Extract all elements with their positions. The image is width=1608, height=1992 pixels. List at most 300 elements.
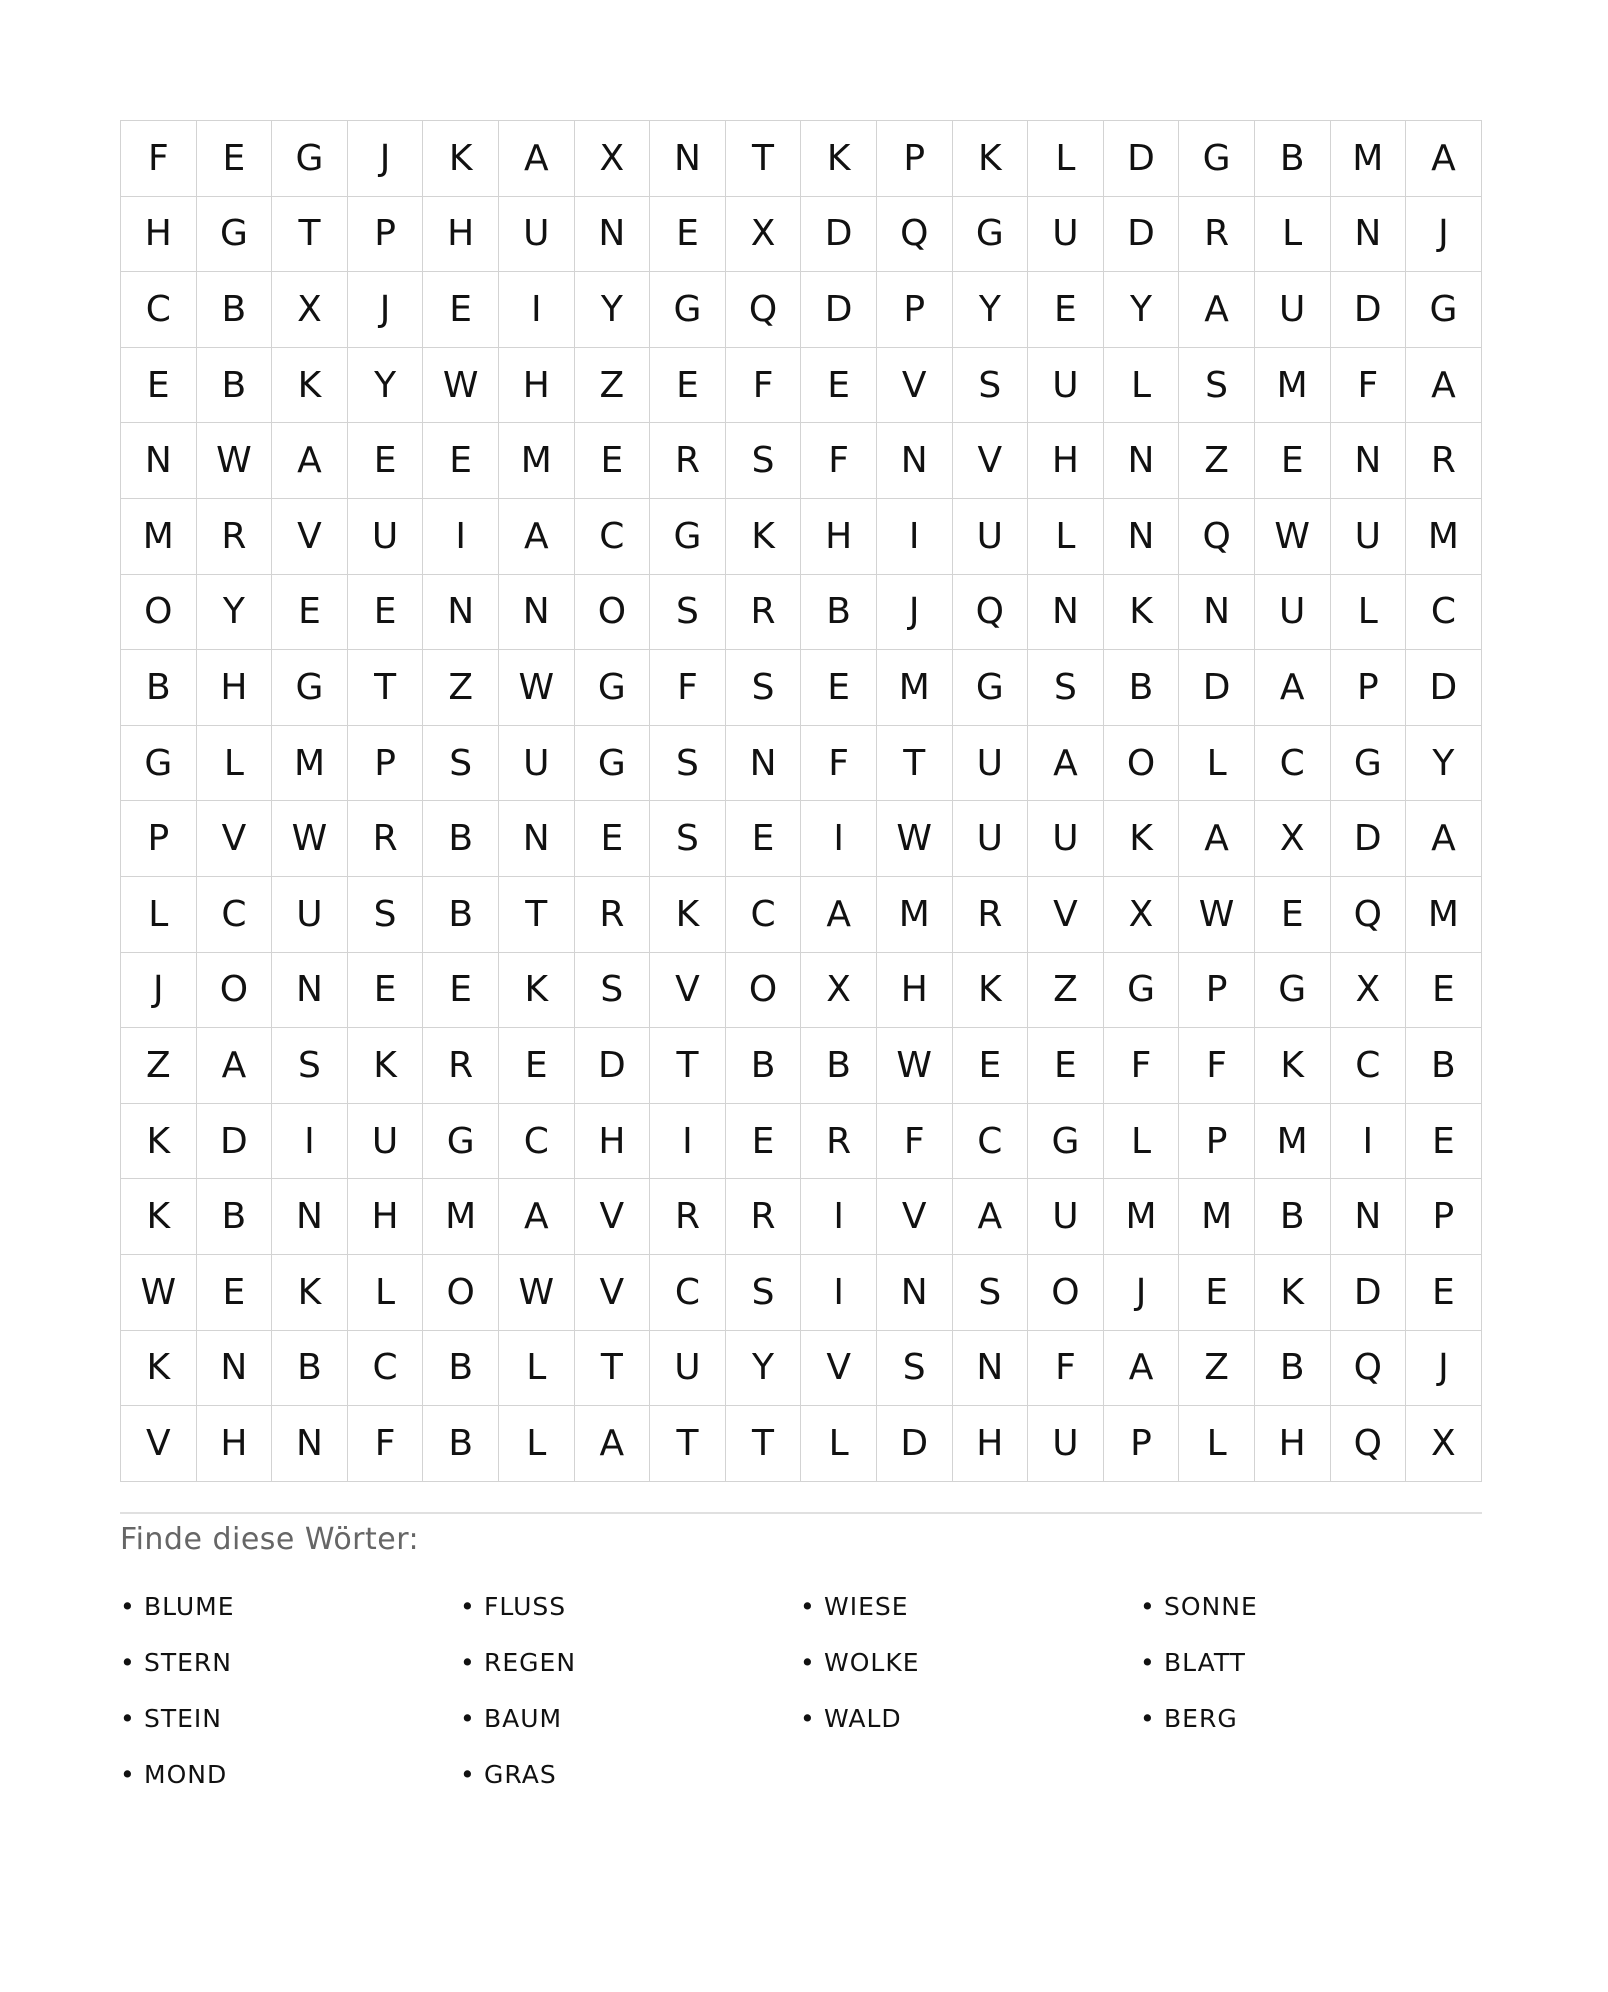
grid-cell[interactable]: G <box>575 650 651 726</box>
grid-cell[interactable]: X <box>1104 877 1180 953</box>
grid-cell[interactable]: Q <box>726 272 802 348</box>
grid-cell[interactable]: U <box>1028 801 1104 877</box>
grid-cell[interactable]: L <box>1028 499 1104 575</box>
grid-cell[interactable]: C <box>121 272 197 348</box>
grid-cell[interactable]: X <box>1331 953 1407 1029</box>
grid-cell[interactable]: A <box>499 499 575 575</box>
grid-cell[interactable]: R <box>650 423 726 499</box>
grid-cell[interactable]: B <box>1255 1331 1331 1407</box>
grid-cell[interactable]: C <box>1255 726 1331 802</box>
grid-cell[interactable]: B <box>121 650 197 726</box>
grid-cell[interactable]: L <box>1104 348 1180 424</box>
grid-cell[interactable]: N <box>1104 423 1180 499</box>
grid-cell[interactable]: E <box>801 650 877 726</box>
grid-cell[interactable]: I <box>1331 1104 1407 1180</box>
grid-cell[interactable]: P <box>1331 650 1407 726</box>
grid-cell[interactable]: E <box>197 1255 273 1331</box>
grid-cell[interactable]: M <box>1104 1179 1180 1255</box>
grid-cell[interactable]: B <box>801 1028 877 1104</box>
grid-cell[interactable]: S <box>953 348 1029 424</box>
grid-cell[interactable]: J <box>348 121 424 197</box>
grid-cell[interactable]: S <box>726 650 802 726</box>
grid-cell[interactable]: Y <box>348 348 424 424</box>
grid-cell[interactable]: H <box>1028 423 1104 499</box>
grid-cell[interactable]: Y <box>1406 726 1482 802</box>
grid-cell[interactable]: W <box>121 1255 197 1331</box>
grid-cell[interactable]: N <box>272 953 348 1029</box>
grid-cell[interactable]: U <box>1028 348 1104 424</box>
grid-cell[interactable]: K <box>272 348 348 424</box>
grid-cell[interactable]: W <box>877 1028 953 1104</box>
grid-cell[interactable]: A <box>499 121 575 197</box>
grid-cell[interactable]: I <box>499 272 575 348</box>
grid-cell[interactable]: V <box>121 1406 197 1482</box>
grid-cell[interactable]: E <box>348 423 424 499</box>
grid-cell[interactable]: G <box>272 650 348 726</box>
grid-cell[interactable]: F <box>1028 1331 1104 1407</box>
grid-cell[interactable]: N <box>953 1331 1029 1407</box>
grid-cell[interactable]: E <box>1179 1255 1255 1331</box>
grid-cell[interactable]: K <box>423 121 499 197</box>
grid-cell[interactable]: U <box>953 726 1029 802</box>
grid-cell[interactable]: K <box>499 953 575 1029</box>
grid-cell[interactable]: K <box>801 121 877 197</box>
grid-cell[interactable]: T <box>726 121 802 197</box>
grid-cell[interactable]: L <box>1104 1104 1180 1180</box>
grid-cell[interactable]: L <box>1028 121 1104 197</box>
grid-cell[interactable]: P <box>121 801 197 877</box>
grid-cell[interactable]: P <box>877 121 953 197</box>
grid-cell[interactable]: E <box>348 575 424 651</box>
grid-cell[interactable]: M <box>877 650 953 726</box>
grid-cell[interactable]: N <box>499 575 575 651</box>
grid-cell[interactable]: S <box>348 877 424 953</box>
grid-cell[interactable]: W <box>499 650 575 726</box>
grid-cell[interactable]: C <box>348 1331 424 1407</box>
grid-cell[interactable]: D <box>801 197 877 273</box>
grid-cell[interactable]: O <box>726 953 802 1029</box>
grid-cell[interactable]: A <box>272 423 348 499</box>
grid-cell[interactable]: W <box>1179 877 1255 953</box>
grid-cell[interactable]: U <box>1028 1179 1104 1255</box>
grid-cell[interactable]: L <box>499 1406 575 1482</box>
grid-cell[interactable]: G <box>121 726 197 802</box>
grid-cell[interactable]: W <box>877 801 953 877</box>
grid-cell[interactable]: I <box>801 1255 877 1331</box>
grid-cell[interactable]: D <box>1331 801 1407 877</box>
grid-cell[interactable]: E <box>121 348 197 424</box>
grid-cell[interactable]: S <box>1179 348 1255 424</box>
grid-cell[interactable]: I <box>650 1104 726 1180</box>
grid-cell[interactable]: F <box>1331 348 1407 424</box>
grid-cell[interactable]: X <box>1255 801 1331 877</box>
grid-cell[interactable]: R <box>348 801 424 877</box>
grid-cell[interactable]: E <box>423 423 499 499</box>
grid-cell[interactable]: N <box>121 423 197 499</box>
grid-cell[interactable]: C <box>499 1104 575 1180</box>
grid-cell[interactable]: A <box>1406 348 1482 424</box>
grid-cell[interactable]: Y <box>726 1331 802 1407</box>
grid-cell[interactable]: I <box>877 499 953 575</box>
grid-cell[interactable]: M <box>1406 877 1482 953</box>
grid-cell[interactable]: W <box>197 423 273 499</box>
grid-cell[interactable]: A <box>1406 121 1482 197</box>
grid-cell[interactable]: K <box>953 121 1029 197</box>
grid-cell[interactable]: F <box>801 423 877 499</box>
grid-cell[interactable]: K <box>1104 801 1180 877</box>
grid-cell[interactable]: B <box>197 272 273 348</box>
grid-cell[interactable]: Q <box>953 575 1029 651</box>
grid-cell[interactable]: Z <box>575 348 651 424</box>
grid-cell[interactable]: R <box>423 1028 499 1104</box>
grid-cell[interactable]: S <box>726 423 802 499</box>
grid-cell[interactable]: J <box>1406 197 1482 273</box>
grid-cell[interactable]: E <box>953 1028 1029 1104</box>
grid-cell[interactable]: D <box>1331 272 1407 348</box>
grid-cell[interactable]: R <box>575 877 651 953</box>
grid-cell[interactable]: H <box>575 1104 651 1180</box>
grid-cell[interactable]: D <box>1179 650 1255 726</box>
grid-cell[interactable]: N <box>272 1179 348 1255</box>
grid-cell[interactable]: S <box>1028 650 1104 726</box>
grid-cell[interactable]: R <box>1406 423 1482 499</box>
grid-cell[interactable]: W <box>499 1255 575 1331</box>
grid-cell[interactable]: C <box>1331 1028 1407 1104</box>
grid-cell[interactable]: G <box>1104 953 1180 1029</box>
grid-cell[interactable]: C <box>650 1255 726 1331</box>
grid-cell[interactable]: U <box>348 499 424 575</box>
grid-cell[interactable]: X <box>1406 1406 1482 1482</box>
grid-cell[interactable]: N <box>1331 423 1407 499</box>
grid-cell[interactable]: C <box>726 877 802 953</box>
grid-cell[interactable]: J <box>121 953 197 1029</box>
grid-cell[interactable]: L <box>1331 575 1407 651</box>
grid-cell[interactable]: P <box>1104 1406 1180 1482</box>
grid-cell[interactable]: L <box>197 726 273 802</box>
grid-cell[interactable]: K <box>348 1028 424 1104</box>
grid-cell[interactable]: X <box>575 121 651 197</box>
grid-cell[interactable]: Q <box>1179 499 1255 575</box>
grid-cell[interactable]: K <box>121 1104 197 1180</box>
grid-cell[interactable]: J <box>348 272 424 348</box>
grid-cell[interactable]: A <box>1104 1331 1180 1407</box>
grid-cell[interactable]: K <box>650 877 726 953</box>
grid-cell[interactable]: P <box>877 272 953 348</box>
grid-cell[interactable]: Y <box>197 575 273 651</box>
grid-cell[interactable]: G <box>197 197 273 273</box>
grid-cell[interactable]: D <box>1406 650 1482 726</box>
grid-cell[interactable]: B <box>1406 1028 1482 1104</box>
grid-cell[interactable]: D <box>877 1406 953 1482</box>
grid-cell[interactable]: T <box>726 1406 802 1482</box>
grid-cell[interactable]: F <box>877 1104 953 1180</box>
grid-cell[interactable]: V <box>650 953 726 1029</box>
grid-cell[interactable]: B <box>272 1331 348 1407</box>
grid-cell[interactable]: L <box>801 1406 877 1482</box>
grid-cell[interactable]: V <box>877 1179 953 1255</box>
grid-cell[interactable]: E <box>1406 1104 1482 1180</box>
grid-cell[interactable]: E <box>1406 953 1482 1029</box>
grid-cell[interactable]: H <box>423 197 499 273</box>
grid-cell[interactable]: O <box>197 953 273 1029</box>
grid-cell[interactable]: X <box>726 197 802 273</box>
grid-cell[interactable]: W <box>1255 499 1331 575</box>
grid-cell[interactable]: F <box>1104 1028 1180 1104</box>
grid-cell[interactable]: A <box>499 1179 575 1255</box>
grid-cell[interactable]: E <box>650 197 726 273</box>
grid-cell[interactable]: S <box>272 1028 348 1104</box>
grid-cell[interactable]: E <box>575 801 651 877</box>
grid-cell[interactable]: E <box>1255 877 1331 953</box>
grid-cell[interactable]: V <box>1028 877 1104 953</box>
grid-cell[interactable]: Z <box>1179 423 1255 499</box>
grid-cell[interactable]: H <box>499 348 575 424</box>
grid-cell[interactable]: G <box>650 499 726 575</box>
grid-cell[interactable]: A <box>575 1406 651 1482</box>
grid-cell[interactable]: Q <box>1331 1406 1407 1482</box>
grid-cell[interactable]: L <box>1255 197 1331 273</box>
grid-cell[interactable]: B <box>197 348 273 424</box>
grid-cell[interactable]: D <box>197 1104 273 1180</box>
grid-cell[interactable]: V <box>953 423 1029 499</box>
grid-cell[interactable]: P <box>1179 953 1255 1029</box>
grid-cell[interactable]: Z <box>121 1028 197 1104</box>
grid-cell[interactable]: D <box>801 272 877 348</box>
grid-cell[interactable]: U <box>499 197 575 273</box>
grid-cell[interactable]: E <box>499 1028 575 1104</box>
grid-cell[interactable]: E <box>197 121 273 197</box>
grid-cell[interactable]: S <box>953 1255 1029 1331</box>
grid-cell[interactable]: C <box>1406 575 1482 651</box>
grid-cell[interactable]: G <box>650 272 726 348</box>
grid-cell[interactable]: H <box>877 953 953 1029</box>
grid-cell[interactable]: E <box>1028 1028 1104 1104</box>
grid-cell[interactable]: U <box>1255 272 1331 348</box>
grid-cell[interactable]: A <box>1179 272 1255 348</box>
grid-cell[interactable]: A <box>1028 726 1104 802</box>
grid-cell[interactable]: O <box>575 575 651 651</box>
grid-cell[interactable]: B <box>726 1028 802 1104</box>
grid-cell[interactable]: G <box>272 121 348 197</box>
grid-cell[interactable]: V <box>575 1255 651 1331</box>
grid-cell[interactable]: R <box>1179 197 1255 273</box>
grid-cell[interactable]: H <box>197 650 273 726</box>
grid-cell[interactable]: U <box>272 877 348 953</box>
grid-cell[interactable]: I <box>272 1104 348 1180</box>
grid-cell[interactable]: K <box>1104 575 1180 651</box>
grid-cell[interactable]: W <box>423 348 499 424</box>
grid-cell[interactable]: N <box>1179 575 1255 651</box>
grid-cell[interactable]: F <box>1179 1028 1255 1104</box>
grid-cell[interactable]: B <box>423 1406 499 1482</box>
grid-cell[interactable]: N <box>272 1406 348 1482</box>
grid-cell[interactable]: V <box>575 1179 651 1255</box>
grid-cell[interactable]: G <box>1406 272 1482 348</box>
grid-cell[interactable]: N <box>423 575 499 651</box>
grid-cell[interactable]: U <box>1331 499 1407 575</box>
grid-cell[interactable]: K <box>121 1331 197 1407</box>
grid-cell[interactable]: F <box>121 121 197 197</box>
grid-cell[interactable]: V <box>801 1331 877 1407</box>
grid-cell[interactable]: G <box>575 726 651 802</box>
grid-cell[interactable]: B <box>423 801 499 877</box>
grid-cell[interactable]: E <box>348 953 424 1029</box>
grid-cell[interactable]: A <box>1179 801 1255 877</box>
grid-cell[interactable]: R <box>726 1179 802 1255</box>
grid-cell[interactable]: Q <box>1331 877 1407 953</box>
grid-cell[interactable]: N <box>877 423 953 499</box>
grid-cell[interactable]: B <box>423 1331 499 1407</box>
grid-cell[interactable]: T <box>348 650 424 726</box>
grid-cell[interactable]: N <box>1331 197 1407 273</box>
grid-cell[interactable]: O <box>1028 1255 1104 1331</box>
grid-cell[interactable]: M <box>272 726 348 802</box>
grid-cell[interactable]: O <box>121 575 197 651</box>
grid-cell[interactable]: E <box>575 423 651 499</box>
grid-cell[interactable]: G <box>953 650 1029 726</box>
grid-cell[interactable]: M <box>877 877 953 953</box>
grid-cell[interactable]: O <box>1104 726 1180 802</box>
grid-cell[interactable]: S <box>650 801 726 877</box>
grid-cell[interactable]: K <box>1255 1028 1331 1104</box>
grid-cell[interactable]: K <box>121 1179 197 1255</box>
grid-cell[interactable]: G <box>1255 953 1331 1029</box>
grid-cell[interactable]: A <box>801 877 877 953</box>
grid-cell[interactable]: X <box>801 953 877 1029</box>
grid-cell[interactable]: N <box>575 197 651 273</box>
grid-cell[interactable]: A <box>197 1028 273 1104</box>
grid-cell[interactable]: L <box>1179 726 1255 802</box>
grid-cell[interactable]: Y <box>1104 272 1180 348</box>
grid-cell[interactable]: M <box>1179 1179 1255 1255</box>
grid-cell[interactable]: J <box>877 575 953 651</box>
grid-cell[interactable]: K <box>1255 1255 1331 1331</box>
grid-cell[interactable]: Z <box>1028 953 1104 1029</box>
grid-cell[interactable]: H <box>1255 1406 1331 1482</box>
grid-cell[interactable]: C <box>197 877 273 953</box>
grid-cell[interactable]: N <box>197 1331 273 1407</box>
grid-cell[interactable]: P <box>1406 1179 1482 1255</box>
grid-cell[interactable]: F <box>801 726 877 802</box>
grid-cell[interactable]: F <box>650 650 726 726</box>
grid-cell[interactable]: M <box>423 1179 499 1255</box>
grid-cell[interactable]: F <box>726 348 802 424</box>
grid-cell[interactable]: U <box>1028 1406 1104 1482</box>
grid-cell[interactable]: E <box>423 953 499 1029</box>
grid-cell[interactable]: L <box>1179 1406 1255 1482</box>
grid-cell[interactable]: U <box>953 499 1029 575</box>
grid-cell[interactable]: N <box>1331 1179 1407 1255</box>
grid-cell[interactable]: K <box>953 953 1029 1029</box>
grid-cell[interactable]: O <box>423 1255 499 1331</box>
grid-cell[interactable]: T <box>877 726 953 802</box>
grid-cell[interactable]: D <box>1331 1255 1407 1331</box>
grid-cell[interactable]: G <box>1028 1104 1104 1180</box>
grid-cell[interactable]: D <box>1104 121 1180 197</box>
grid-cell[interactable]: M <box>1255 348 1331 424</box>
grid-cell[interactable]: B <box>1255 121 1331 197</box>
grid-cell[interactable]: T <box>650 1028 726 1104</box>
grid-cell[interactable]: U <box>1255 575 1331 651</box>
grid-cell[interactable]: H <box>953 1406 1029 1482</box>
grid-cell[interactable]: M <box>1406 499 1482 575</box>
grid-cell[interactable]: K <box>272 1255 348 1331</box>
grid-cell[interactable]: S <box>877 1331 953 1407</box>
grid-cell[interactable]: Q <box>1331 1331 1407 1407</box>
grid-cell[interactable]: M <box>499 423 575 499</box>
grid-cell[interactable]: G <box>1331 726 1407 802</box>
grid-cell[interactable]: I <box>801 1179 877 1255</box>
grid-cell[interactable]: G <box>953 197 1029 273</box>
grid-cell[interactable]: V <box>197 801 273 877</box>
grid-cell[interactable]: A <box>1406 801 1482 877</box>
grid-cell[interactable]: E <box>272 575 348 651</box>
grid-cell[interactable]: H <box>348 1179 424 1255</box>
grid-cell[interactable]: T <box>575 1331 651 1407</box>
grid-cell[interactable]: K <box>726 499 802 575</box>
grid-cell[interactable]: I <box>423 499 499 575</box>
grid-cell[interactable]: T <box>499 877 575 953</box>
grid-cell[interactable]: V <box>877 348 953 424</box>
grid-cell[interactable]: B <box>423 877 499 953</box>
grid-cell[interactable]: B <box>801 575 877 651</box>
grid-cell[interactable]: M <box>1331 121 1407 197</box>
grid-cell[interactable]: C <box>575 499 651 575</box>
grid-cell[interactable]: N <box>650 121 726 197</box>
grid-cell[interactable]: U <box>348 1104 424 1180</box>
grid-cell[interactable]: H <box>121 197 197 273</box>
grid-cell[interactable]: W <box>272 801 348 877</box>
grid-cell[interactable]: B <box>1255 1179 1331 1255</box>
grid-cell[interactable]: P <box>348 726 424 802</box>
grid-cell[interactable]: T <box>272 197 348 273</box>
grid-cell[interactable]: U <box>953 801 1029 877</box>
grid-cell[interactable]: M <box>1255 1104 1331 1180</box>
grid-cell[interactable]: S <box>575 953 651 1029</box>
grid-cell[interactable]: C <box>953 1104 1029 1180</box>
grid-cell[interactable]: N <box>1028 575 1104 651</box>
grid-cell[interactable]: N <box>499 801 575 877</box>
grid-cell[interactable]: E <box>650 348 726 424</box>
grid-cell[interactable]: Y <box>575 272 651 348</box>
grid-cell[interactable]: E <box>1255 423 1331 499</box>
grid-cell[interactable]: E <box>1406 1255 1482 1331</box>
grid-cell[interactable]: A <box>953 1179 1029 1255</box>
grid-cell[interactable]: E <box>726 801 802 877</box>
grid-cell[interactable]: N <box>877 1255 953 1331</box>
grid-cell[interactable]: U <box>1028 197 1104 273</box>
grid-cell[interactable]: P <box>348 197 424 273</box>
grid-cell[interactable]: L <box>348 1255 424 1331</box>
grid-cell[interactable]: I <box>801 801 877 877</box>
grid-cell[interactable]: S <box>726 1255 802 1331</box>
grid-cell[interactable]: P <box>1179 1104 1255 1180</box>
grid-cell[interactable]: B <box>197 1179 273 1255</box>
grid-cell[interactable]: B <box>1104 650 1180 726</box>
grid-cell[interactable]: E <box>726 1104 802 1180</box>
grid-cell[interactable]: E <box>801 348 877 424</box>
grid-cell[interactable]: Z <box>1179 1331 1255 1407</box>
grid-cell[interactable]: J <box>1104 1255 1180 1331</box>
grid-cell[interactable]: R <box>953 877 1029 953</box>
grid-cell[interactable]: R <box>197 499 273 575</box>
grid-cell[interactable]: N <box>726 726 802 802</box>
grid-cell[interactable]: H <box>197 1406 273 1482</box>
grid-cell[interactable]: A <box>1255 650 1331 726</box>
grid-cell[interactable]: S <box>650 575 726 651</box>
grid-cell[interactable]: Q <box>877 197 953 273</box>
grid-cell[interactable]: H <box>801 499 877 575</box>
